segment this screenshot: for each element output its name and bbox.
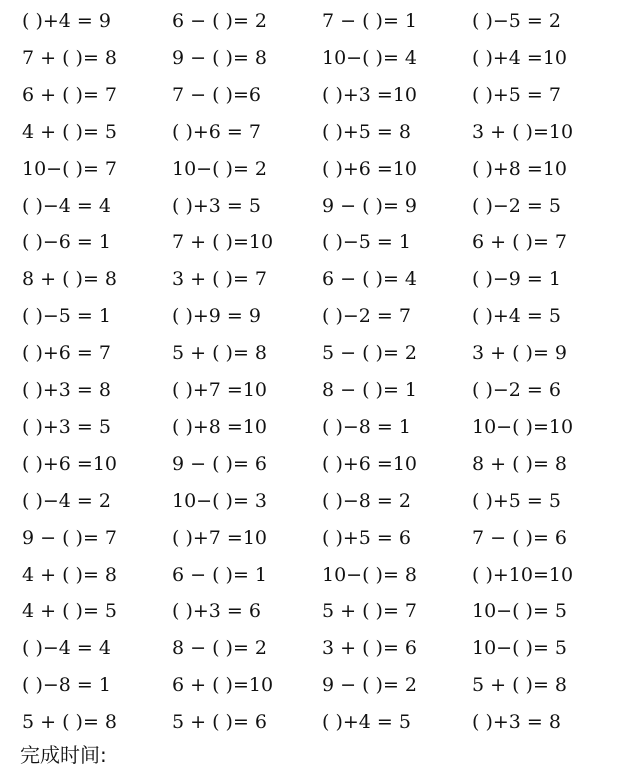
equation-cell: 9 − ( )= 8 [172,46,267,69]
equation-cell: ( )−8 = 1 [322,415,411,438]
equation-cell: ( )+3 = 5 [172,194,261,217]
equation-cell: 10−( )= 2 [172,157,268,180]
equation-cell: ( )+7 =10 [172,526,268,549]
equation-cell: 5 + ( )= 7 [322,600,417,623]
equation-row [0,301,618,331]
equation-cell: ( )+6 =10 [322,452,418,475]
equation-cell: ( )+3 = 8 [22,379,111,401]
equation-cell: ( )+5 = 7 [472,83,561,106]
equation-cell: 3 + ( )= 9 [472,342,567,365]
equation-cell: 8 − ( )= 2 [172,637,267,660]
equation-cell: ( )+3 =10 [322,83,418,106]
equation-cell: ( )+4 = 9 [22,10,111,32]
equation-cell: 4 + ( )= 8 [22,563,117,586]
equation-cell: ( )−5 = 1 [22,305,111,328]
equation-row [0,117,618,147]
equation-row [0,338,618,368]
equation-cell: 10−( )= 7 [22,157,118,180]
equation-cell: ( )−2 = 6 [472,379,561,401]
equation-row [0,227,618,257]
equation-row [0,633,618,663]
equation-cell: ( )+3 = 8 [472,711,561,734]
equation-cell: 5 + ( )= 6 [172,711,267,734]
equation-cell: 10−( )= 5 [472,600,568,623]
equation-cell: 8 + ( )= 8 [472,452,567,475]
equation-cell: ( )+7 =10 [172,379,268,401]
equation-cell: ( )+5 = 5 [472,489,561,512]
equation-cell: 8 + ( )= 8 [22,268,117,291]
equation-cell: ( )+4 =10 [472,46,568,69]
equation-cell: 9 − ( )= 7 [22,526,117,549]
equation-cell: 10−( )= 5 [472,637,568,660]
equation-cell: 3 + ( )=10 [472,120,574,143]
equation-row [0,191,618,221]
equation-cell: 10−( )= 8 [322,563,418,586]
equation-cell: 6 − ( )= 1 [172,563,267,586]
equation-cell: ( )+3 = 6 [172,600,261,623]
equation-cell: ( )+10=10 [472,563,574,586]
equation-row [0,412,618,442]
equation-cell: ( )+6 = 7 [172,120,261,143]
equation-cell: 6 − ( )= 4 [322,268,417,291]
equation-cell: 5 + ( )= 8 [172,342,267,365]
equation-cell: ( )−8 = 2 [322,489,411,512]
equation-cell: 6 − ( )= 2 [172,10,267,32]
equation-cell: 6 + ( )= 7 [22,83,117,106]
equation-cell: 10−( )= 3 [172,489,268,512]
equation-cell: ( )+5 = 6 [322,526,411,549]
equation-cell: ( )−2 = 7 [322,305,411,328]
equation-cell: ( )−2 = 5 [472,194,561,217]
equation-row [0,449,618,479]
equation-cell: ( )−5 = 2 [472,10,561,32]
equation-cell: ( )−5 = 1 [322,231,411,254]
equation-cell: ( )+6 =10 [322,157,418,180]
equation-row [0,523,618,553]
equation-row [0,596,618,626]
equation-row [0,80,618,110]
equation-cell: 7 − ( )= 1 [322,10,417,32]
completion-time-label: 完成时间: [20,743,107,767]
equation-cell: ( )+6 =10 [22,452,118,475]
equation-cell: 6 + ( )= 7 [472,231,567,254]
equation-cell: ( )−4 = 4 [22,637,111,660]
equation-cell: 4 + ( )= 5 [22,600,117,623]
equation-row [0,43,618,73]
equation-cell: 5 − ( )= 2 [322,342,417,365]
equation-row [0,486,618,516]
equation-cell: 8 − ( )= 1 [322,379,417,401]
equation-cell: ( )−4 = 4 [22,194,111,217]
equation-cell: 9 − ( )= 2 [322,674,417,697]
equation-cell: 7 − ( )=6 [172,83,261,106]
equation-cell: ( )+3 = 5 [22,415,111,438]
equation-cell: 7 + ( )= 8 [22,46,117,69]
equation-cell: 5 + ( )= 8 [22,711,117,734]
equation-row [0,670,618,700]
equation-cell: ( )+5 = 8 [322,120,411,143]
equation-row [0,560,618,590]
equation-row [0,264,618,294]
equation-cell: ( )−9 = 1 [472,268,561,291]
equation-cell: ( )+4 = 5 [472,305,561,328]
equation-row [0,375,618,405]
equation-cell: 3 + ( )= 7 [172,268,267,291]
equation-row [0,6,618,36]
equation-cell: 3 + ( )= 6 [322,637,417,660]
equation-cell: 5 + ( )= 8 [472,674,567,697]
equation-cell: 7 − ( )= 6 [472,526,567,549]
equation-cell: ( )+6 = 7 [22,342,111,365]
equation-cell: 4 + ( )= 5 [22,120,117,143]
equation-cell: 9 − ( )= 6 [172,452,267,475]
equation-cell: ( )+8 =10 [472,157,568,180]
equation-cell: 9 − ( )= 9 [322,194,417,217]
equation-cell: 10−( )=10 [472,415,574,438]
equation-cell: ( )+8 =10 [172,415,268,438]
equation-cell: ( )−4 = 2 [22,489,111,512]
equation-row [0,707,618,737]
equation-cell: 7 + ( )=10 [172,231,274,254]
equation-cell: 6 + ( )=10 [172,674,274,697]
equation-row [0,154,618,184]
equation-cell: ( )+4 = 5 [322,711,411,734]
equation-cell: ( )−8 = 1 [22,674,111,697]
equation-cell: ( )−6 = 1 [22,231,111,254]
equation-cell: ( )+9 = 9 [172,305,261,328]
equation-cell: 10−( )= 4 [322,46,418,69]
